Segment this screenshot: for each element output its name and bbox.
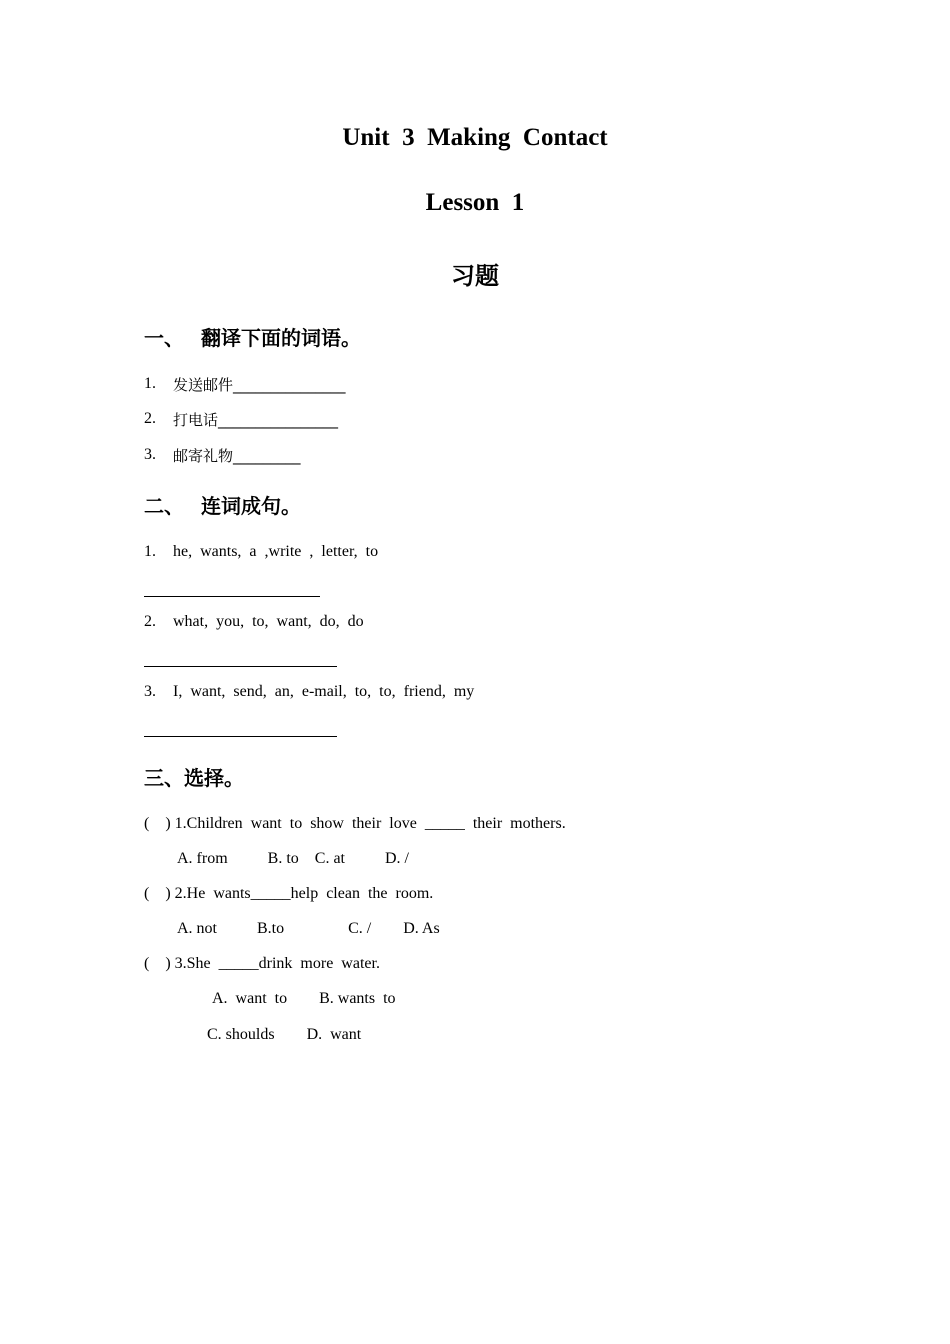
- question-stem: ( ) 2.He wants_____help clean the room.: [144, 885, 434, 902]
- unit-title: Unit 3 Making Contact: [342, 124, 608, 151]
- section-2-number: 二、: [144, 494, 184, 518]
- item-number: 2.: [144, 613, 156, 630]
- question-options: A. want to B. wants to: [212, 990, 396, 1007]
- item-number: 2.: [144, 410, 156, 427]
- word-list: I, want, send, an, e-mail, to, to, friend, my: [173, 683, 475, 700]
- question-options: C. shoulds D. want: [207, 1026, 362, 1043]
- word-list: he, wants, a ,write , letter, to: [173, 543, 379, 560]
- question-options: A. from B. to C. at D. /: [177, 850, 409, 867]
- word-list: what, you, to, want, do, do: [173, 613, 364, 630]
- question-stem: ( ) 3.She _____drink more water.: [144, 955, 380, 972]
- question-options: A. not B.to C. / D. As: [177, 920, 440, 937]
- lesson-title: Lesson 1: [425, 189, 525, 216]
- item-number: 1.: [144, 543, 156, 560]
- question-stem: ( ) 1.Children want to show their love _____ their mothers.: [144, 815, 566, 832]
- answer-line[interactable]: [144, 666, 337, 667]
- section-2-heading: 连词成句。: [201, 494, 301, 518]
- translate-item: 发送邮件_______________: [173, 376, 346, 394]
- item-number: 1.: [144, 375, 156, 392]
- item-number: 3.: [144, 683, 156, 700]
- section-1-number: 一、: [144, 326, 184, 350]
- answer-line[interactable]: [144, 596, 320, 597]
- exercise-title: 习题: [451, 262, 499, 290]
- answer-line[interactable]: [144, 736, 337, 737]
- translate-item: 邮寄礼物_________: [173, 447, 301, 465]
- item-number: 3.: [144, 446, 156, 463]
- translate-item: 打电话________________: [173, 411, 339, 429]
- section-1-heading: 翻译下面的词语。: [201, 326, 361, 350]
- section-3-heading: 三、选择。: [144, 766, 244, 790]
